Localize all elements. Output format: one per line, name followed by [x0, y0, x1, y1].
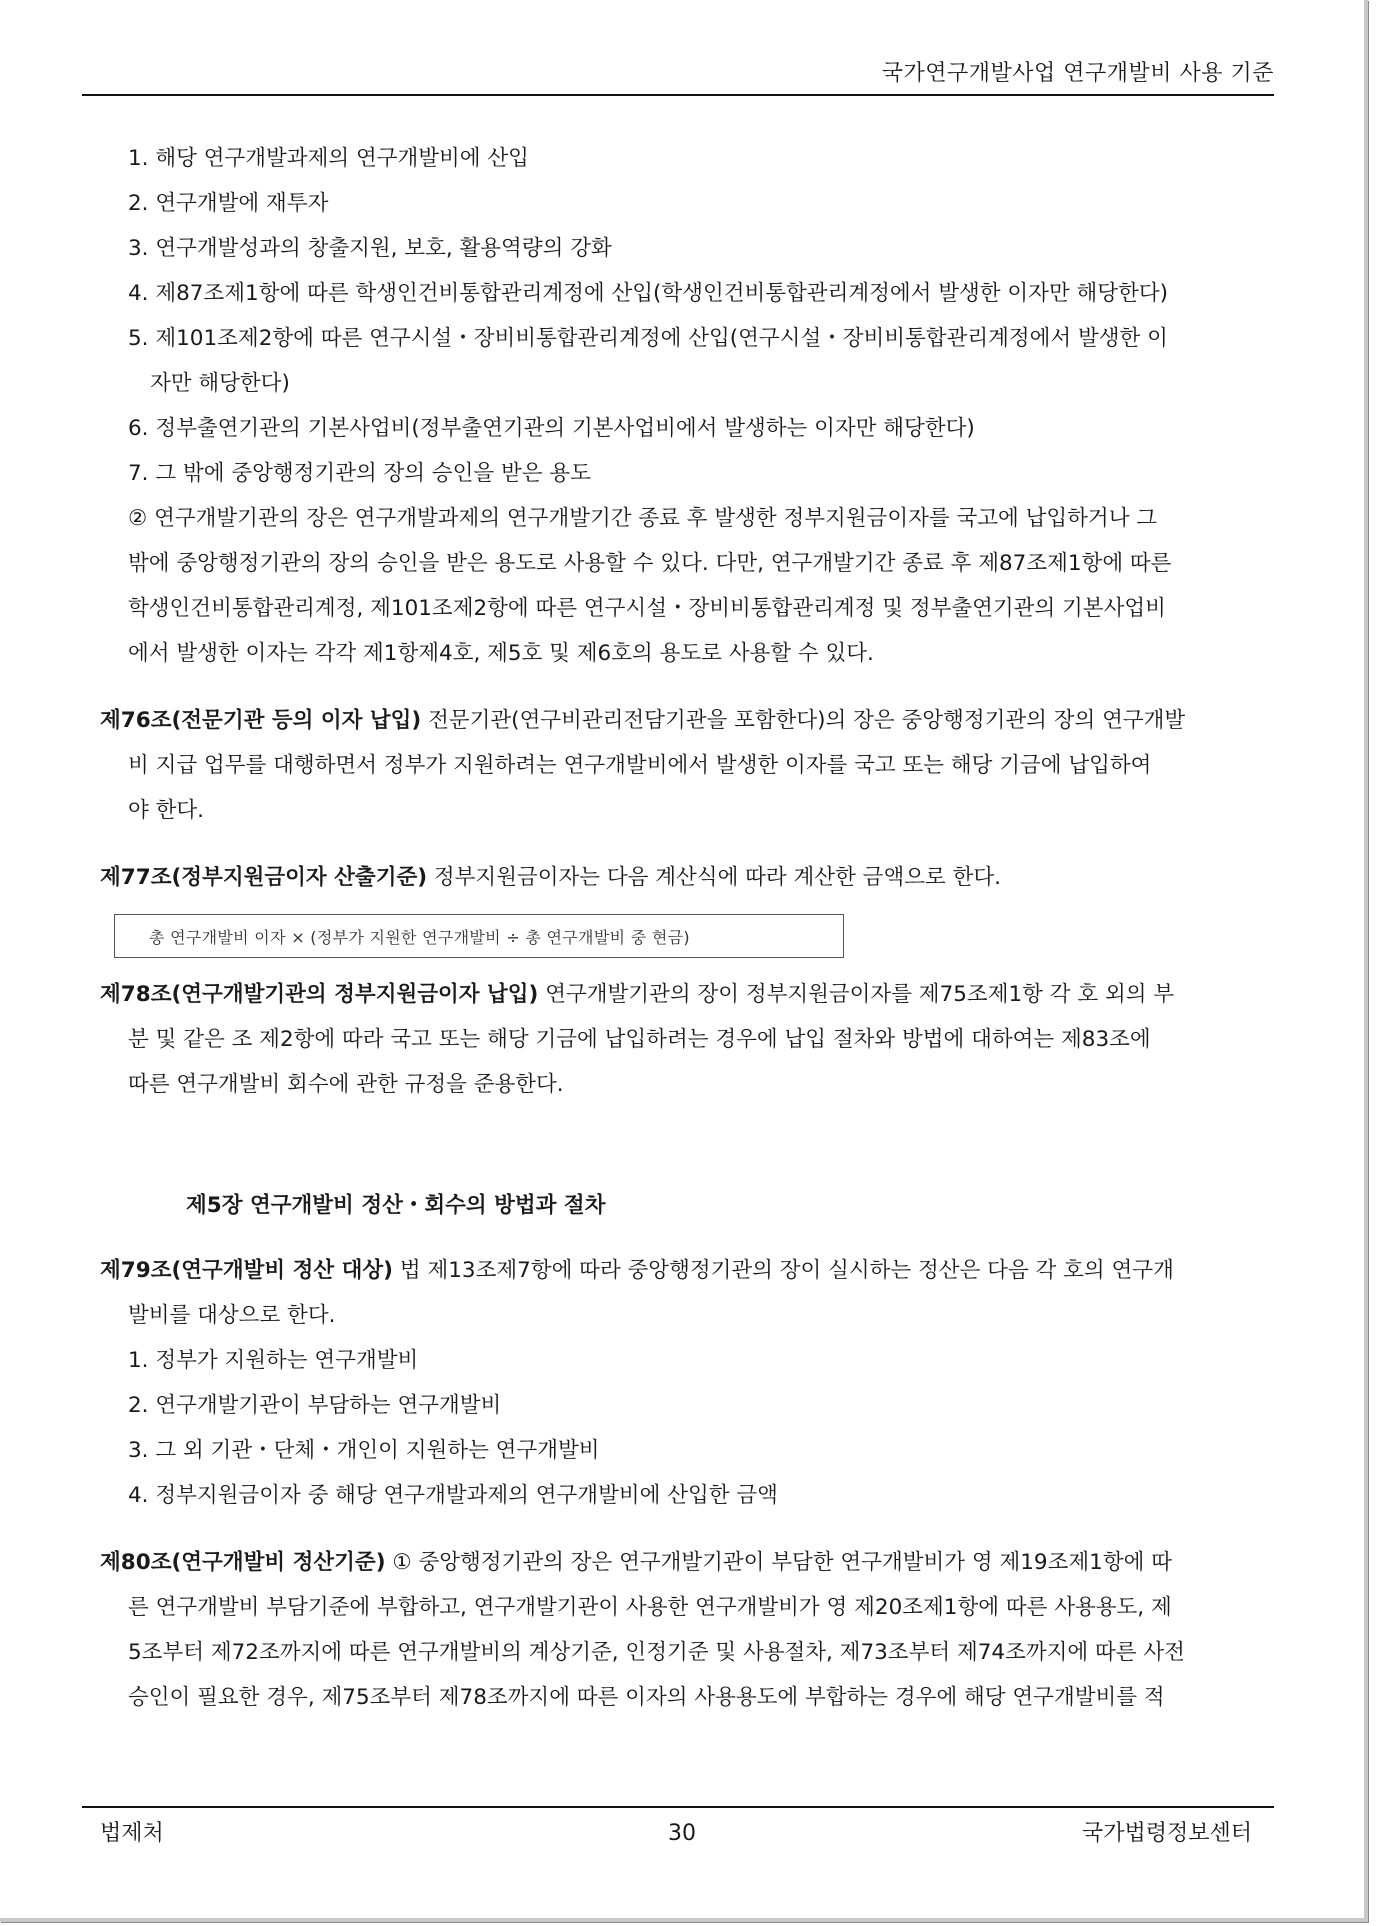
running-header: 국가연구개발사업 연구개발비 사용 기준	[881, 61, 1274, 86]
article-77	[100, 855, 1272, 900]
list-item-continuation: 자만 해당한다)	[150, 371, 290, 396]
paragraph-line: 승인이 필요한 경우, 제75조부터 제78조까지에 따른 이자의 사용용도에 부합하는 경우에 해당 연구개발비를 적	[128, 1685, 1165, 1710]
article-76	[100, 698, 1272, 743]
page-number: 30	[668, 1821, 696, 1846]
paragraph-line: ② 연구개발기관의 장은 연구개발과제의 연구개발기간 종료 후 발생한 정부지원금이자를 국고에 납입하거나 그	[128, 506, 1158, 531]
formula-text: 총 연구개발비 이자 × (정부가 지원한 연구개발비 ÷ 총 연구개발비 중 현금)	[149, 927, 690, 947]
list-item: 6. 정부출연기관의 기본사업비(정부출연기관의 기본사업비에서 발생하는 이자만 해당한다)	[128, 416, 975, 441]
list-item: 5. 제101조제2항에 따른 연구시설・장비비통합관리계정에 산입(연구시설・장비비통합관리계정에서 발생한 이	[128, 326, 1168, 351]
paragraph-line: 5조부터 제72조까지에 따른 연구개발비의 계상기준, 인정기준 및 사용절차, 제73조부터 제74조까지에 따른 사전	[128, 1640, 1185, 1665]
paragraph-line: 분 및 같은 조 제2항에 따라 국고 또는 해당 기금에 납입하려는 경우에 납입 절차와 방법에 대하여는 제83조에	[128, 1027, 1151, 1052]
list-item: 2. 연구개발기관이 부담하는 연구개발비	[128, 1393, 502, 1418]
paragraph-line: 학생인건비통합관리계정, 제101조제2항에 따른 연구시설・장비비통합관리계정 및 정부출연기관의 기본사업비	[128, 596, 1166, 621]
article-text: 전문기관(연구비관리전담기관을 포함한다)의 장은 중앙행정기관의 장의 연구개발	[421, 708, 1186, 733]
chapter-heading: 제5장 연구개발비 정산・회수의 방법과 절차	[186, 1193, 606, 1218]
article-79	[100, 1248, 1272, 1293]
article-title: 제77조(정부지원금이자 산출기준)	[100, 865, 428, 890]
list-item: 1. 정부가 지원하는 연구개발비	[128, 1348, 419, 1373]
list-item: 1. 해당 연구개발과제의 연구개발비에 산입	[128, 146, 529, 171]
article-text: 연구개발기관의 장이 정부지원금이자를 제75조제1항 각 호 외의 부	[538, 982, 1175, 1007]
list-item: 7. 그 밖에 중앙행정기관의 장의 승인을 받은 용도	[128, 461, 591, 486]
header-rule	[82, 94, 1274, 96]
article-title: 제78조(연구개발기관의 정부지원금이자 납입)	[100, 982, 539, 1007]
paragraph-line: 밖에 중앙행정기관의 장의 승인을 받은 용도로 사용할 수 있다. 다만, 연구개발기간 종료 후 제87조제1항에 따른	[128, 551, 1172, 576]
footer-source: 국가법령정보센터	[1081, 1821, 1252, 1846]
paragraph-line: 에서 발생한 이자는 각각 제1항제4호, 제5호 및 제6호의 용도로 사용할 수 있다.	[128, 641, 874, 666]
list-item: 4. 제87조제1항에 따른 학생인건비통합관리계정에 산입(학생인건비통합관리계정에서 발생한 이자만 해당한다)	[128, 281, 1169, 306]
footer-publisher: 법제처	[100, 1821, 164, 1846]
article-title: 제80조(연구개발비 정산기준)	[100, 1550, 386, 1575]
article-80	[100, 1540, 1272, 1585]
document-body	[100, 136, 1272, 1720]
paragraph-line: 른 연구개발비 부담기준에 부합하고, 연구개발기관이 사용한 연구개발비가 영 제20조제1항에 따른 사용용도, 제	[128, 1595, 1172, 1620]
article-title: 제79조(연구개발비 정산 대상)	[100, 1258, 394, 1283]
article-78	[100, 972, 1272, 1017]
paragraph-line: 따른 연구개발비 회수에 관한 규정을 준용한다.	[128, 1072, 564, 1097]
formula-box	[114, 914, 844, 958]
paragraph-line: 발비를 대상으로 한다.	[128, 1303, 336, 1328]
list-item: 2. 연구개발에 재투자	[128, 191, 329, 216]
footer-rule	[82, 1806, 1274, 1808]
paragraph-line: 비 지급 업무를 대행하면서 정부가 지원하려는 연구개발비에서 발생한 이자를 국고 또는 해당 기금에 납입하여	[128, 753, 1152, 778]
list-item: 4. 정부지원금이자 중 해당 연구개발과제의 연구개발비에 산입한 금액	[128, 1483, 778, 1508]
article-text: 정부지원금이자는 다음 계산식에 따라 계산한 금액으로 한다.	[427, 865, 1001, 890]
paragraph-line: 야 한다.	[128, 798, 204, 823]
list-item: 3. 그 외 기관・단체・개인이 지원하는 연구개발비	[128, 1438, 600, 1463]
article-text: ① 중앙행정기관의 장은 연구개발기관이 부담한 연구개발비가 영 제19조제1항에 따	[385, 1550, 1172, 1575]
article-text: 법 제13조제7항에 따라 중앙행정기관의 장이 실시하는 정산은 다음 각 호의 연구개	[393, 1258, 1174, 1283]
list-item: 3. 연구개발성과의 창출지원, 보호, 활용역량의 강화	[128, 236, 612, 261]
article-title: 제76조(전문기관 등의 이자 납입)	[100, 708, 422, 733]
